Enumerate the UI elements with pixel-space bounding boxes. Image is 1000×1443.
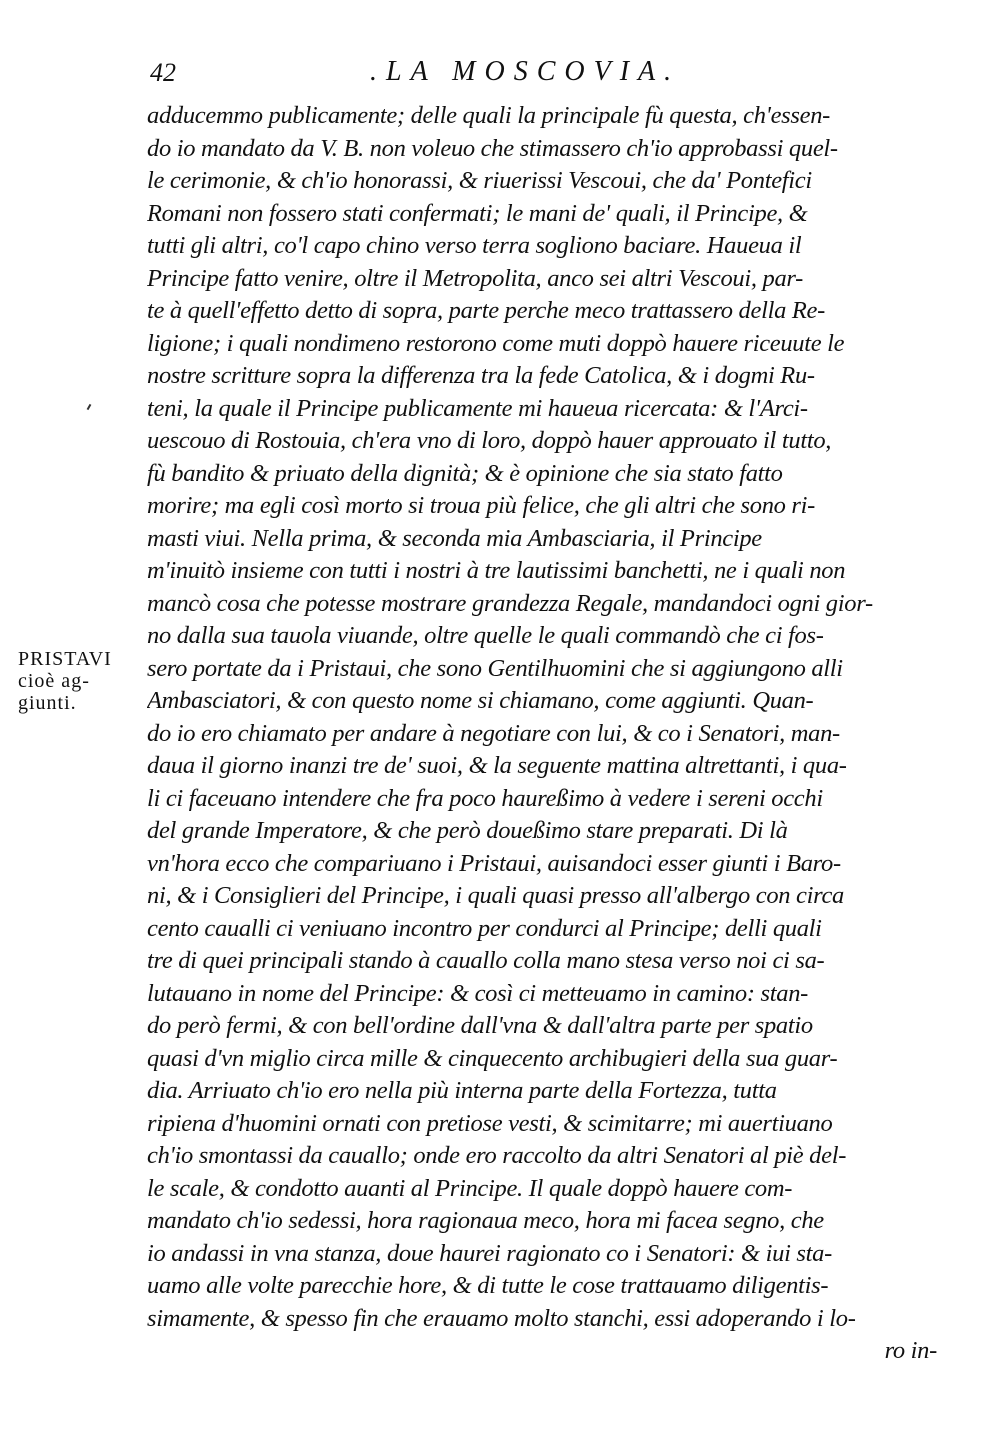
speck-mark (87, 404, 92, 410)
body-text (147, 100, 977, 1368)
catchword: ro in- (884, 1337, 937, 1364)
text-line: del grande Imperatore, & che però doueßimo stare preparati. Di là (147, 817, 788, 844)
text-line: uescouo di Rostouia, ch'era vno di loro, doppò hauer approuato il tutto, (147, 427, 832, 454)
text-line: cento caualli ci veniuano incontro per condurci al Principe; delli quali (147, 914, 822, 942)
margin-note-line: giunti. (18, 692, 77, 714)
text-line: no dalla sua tauola viuande, oltre quelle le quali commandò che ci fos- (147, 622, 824, 649)
text-line: Romani non fossero stati confermati; le mani de' quali, il Principe, & (147, 199, 808, 227)
text-line: quasi d'vn miglio circa mille & cinquecento archibugieri della sua guar- (147, 1044, 838, 1072)
text-line: Principe fatto venire, oltre il Metropolita, anco sei altri Vescoui, par- (147, 264, 804, 292)
text-line: tutti gli altri, co'l capo chino verso terra sogliono baciare. Haueua il (147, 232, 802, 259)
text-line: le cerimonie, & ch'io honorassi, & riuerissi Vescoui, che da' Pontefici (147, 167, 812, 194)
text-line: ch'io smontassi da cauallo; onde ero raccolto da altri Senatori al piè del- (147, 1142, 847, 1169)
text-line: fù bandito & priuato della dignità; & è opinione che sia stato fatto (147, 459, 783, 487)
text-line: ligione; i quali nondimeno restorono come muti doppò hauere riceuute le (147, 329, 845, 357)
running-head: .LA MOSCOVIA. (370, 56, 681, 87)
text-line: Ambasciatori, & con questo nome si chiamano, come aggiunti. Quan- (147, 687, 814, 714)
text-line: adducemmo publicamente; delle quali la principale fù questa, ch'essen- (147, 102, 831, 129)
text-line: li ci faceuano intendere che fra poco haureßimo à vedere i sereni occhi (147, 784, 823, 812)
text-line: do però fermi, & con bell'ordine dall'vna & dall'altra parte per spatio (147, 1012, 813, 1039)
text-line: ni, & i Consiglieri del Principe, i quali quasi presso all'albergo con circa (147, 882, 844, 909)
text-line: le scale, & condotto auanti al Principe. Il quale doppò hauere com- (147, 1174, 793, 1202)
text-line: morire; ma egli così morto si troua più felice, che gli altri che sono ri- (147, 492, 816, 519)
text-line: teni, la quale il Principe publicamente mi haueua ricercata: & l'Arci- (147, 394, 808, 422)
margin-note-line: cioè ag- (18, 670, 90, 692)
page-number: 42 (150, 58, 176, 87)
text-line: te à quell'effetto detto di sopra, parte perche meco trattassero della Re- (147, 297, 825, 324)
text-line: mancò cosa che potesse mostrare grandezza Regale, mandandoci ogni gior- (147, 589, 873, 617)
text-line: mandato ch'io sedessi, hora ragionaua meco, hora mi facea segno, che (147, 1207, 824, 1234)
text-line: io andassi in vna stanza, doue haurei ragionato co i Senatori: & iui sta- (147, 1239, 832, 1267)
text-line: m'inuitò insieme con tutti i nostri à tre lautissimi banchetti, ne i quali non (147, 557, 846, 584)
text-line: dia. Arriuato ch'io ero nella più interna parte della Fortezza, tutta (147, 1077, 777, 1104)
text-line: nostre scritture sopra la differenza tra la fede Catolica, & i dogmi Ru- (147, 362, 815, 389)
text-line: do io ero chiamato per andare à negotiare con lui, & co i Senatori, man- (147, 719, 840, 747)
margin-note-line: PRISTAVI (18, 648, 112, 670)
text-line: sero portate da i Pristaui, che sono Gentilhuomini che si aggiungono alli (147, 654, 843, 682)
margin-note (18, 648, 138, 714)
text-line: uamo alle volte parecchie hore, & di tutte le cose trattauamo diligentis- (147, 1272, 829, 1299)
text-line: tre di quei principali stando à cauallo colla mano stesa verso noi ci sa- (147, 947, 825, 974)
text-line: simamente, & spesso fin che erauamo molto stanchi, essi adoperando i lo- (147, 1304, 856, 1332)
text-line: daua il giorno inanzi tre de' suoi, & la seguente mattina altrettanti, i qua- (147, 752, 847, 779)
text-line: do io mandato da V. B. non voleuo che stimassero ch'io approbassi quel- (147, 134, 838, 162)
text-line: vn'hora ecco che compariuano i Pristaui, auisandoci esser giunti i Baro- (147, 849, 841, 877)
text-line: masti viui. Nella prima, & seconda mia Ambasciaria, il Principe (147, 524, 762, 552)
text-line: lutauano in nome del Principe: & così ci metteuamo in camino: stan- (147, 979, 809, 1007)
text-line: ripiena d'huomini ornati con pretiose vesti, & scimitarre; mi auertiuano (147, 1109, 833, 1137)
